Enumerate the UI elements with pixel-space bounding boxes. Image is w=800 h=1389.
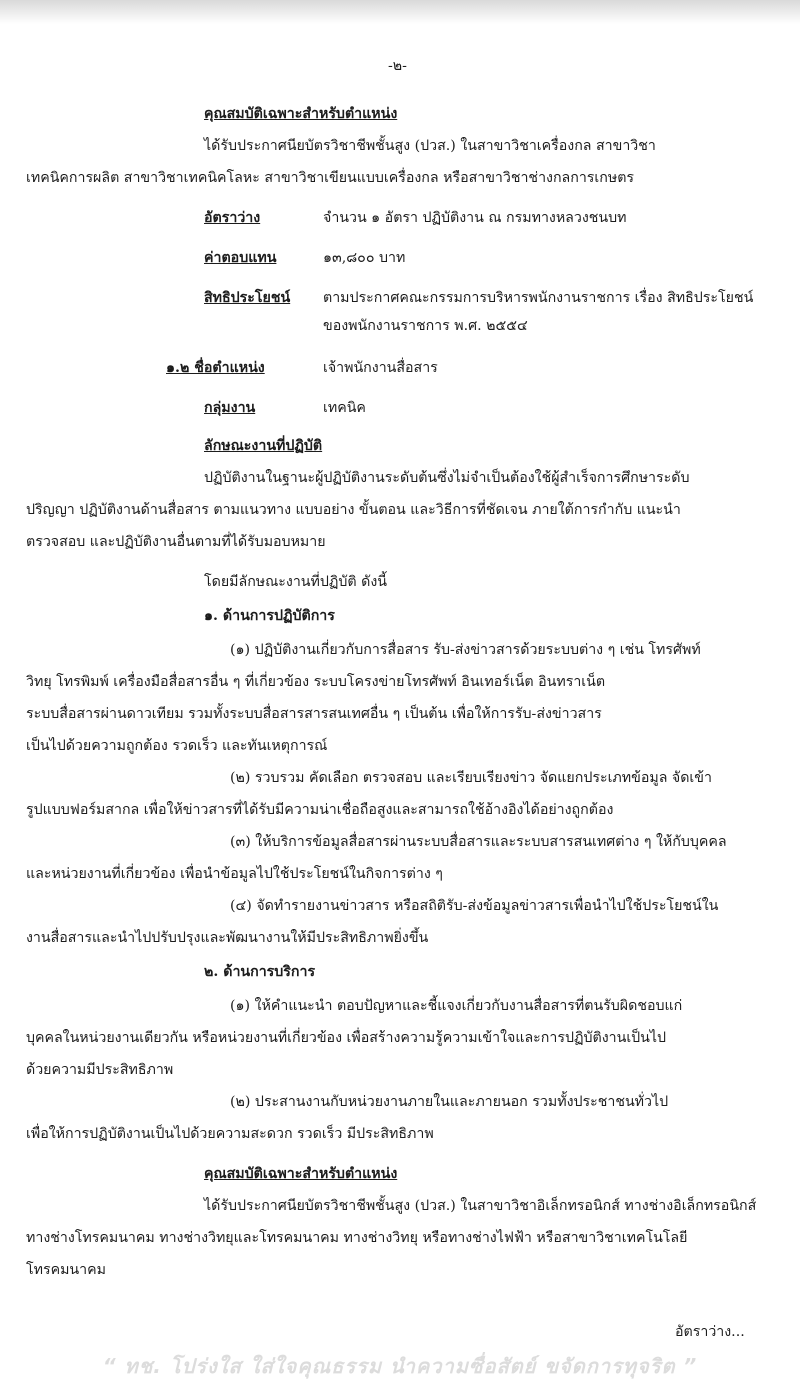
vacancy-label: อัตราว่าง	[204, 210, 261, 226]
benefit-line: ตามประกาศคณะกรรมการบริหารพนักงานราชการ เรื่อง สิทธิประโยชน์	[323, 290, 754, 306]
ops-item-1-line: ระบบสื่อสารผ่านดาวเทียม รวมทั้งระบบสื่อสารสารสนเทศอื่น ๆ เป็นต้น เพื่อให้การรับ-ส่งข่าวสาร	[26, 706, 602, 722]
ops-item-4-line: (๔) จัดทำรายงานข่าวสาร หรือสถิติรับ-ส่งข้อมูลข่าวสารเพื่อนำไปใช้ประโยชน์ใน	[230, 898, 719, 914]
ops-item-3-line: และหน่วยงานที่เกี่ยวข้อง เพื่อนำข้อมูลไปใช้ประโยชน์ในกิจการต่าง ๆ	[26, 866, 443, 882]
qualification-line: ได้รับประกาศนียบัตรวิชาชีพชั้นสูง (ปวส.) ในสาขาวิชาเครื่องกล สาขาวิชา	[204, 138, 656, 154]
position-value: เจ้าพนักงานสื่อสาร	[323, 360, 438, 376]
svc-item-1-line: ด้วยความมีประสิทธิภาพ	[26, 1062, 174, 1078]
intro-line: ปริญญา ปฏิบัติงานด้านสื่อสาร ตามแนวทาง แบบอย่าง ขั้นตอน และวิธีการที่ชัดเจน ภายใต้การกำกับ แนะนำ	[26, 502, 681, 518]
svc-item-2-line: (๒) ประสานงานกับหน่วยงานภายในและภายนอก รวมทั้งประชาชนทั่วไป	[230, 1094, 669, 1110]
continuation-marker: อัตราว่าง...	[675, 1324, 745, 1340]
ops-item-2-line: (๒) รวบรวม คัดเลือก ตรวจสอบ และเรียบเรียงข่าว จัดแยกประเภทข้อมูล จัดเข้า	[230, 770, 712, 786]
qualification-line: โทรคมนาคม	[26, 1262, 106, 1278]
scan-top-shadow	[0, 0, 800, 24]
nature-heading: ลักษณะงานที่ปฏิบัติ	[204, 438, 323, 454]
ops-item-1-line: เป็นไปด้วยความถูกต้อง รวดเร็ว และทันเหตุการณ์	[26, 738, 328, 754]
svc-item-2-line: เพื่อให้การปฏิบัติงานเป็นไปด้วยความสะดวก รวดเร็ว มีประสิทธิภาพ	[26, 1126, 434, 1142]
ops-item-3-line: (๓) ให้บริการข้อมูลสื่อสารผ่านระบบสื่อสารและระบบสารสนเทศต่าง ๆ ให้กับบุคคล	[230, 834, 727, 850]
group-label: กลุ่มงาน	[204, 400, 256, 416]
salary-label: ค่าตอบแทน	[204, 250, 277, 266]
ops-item-2-line: รูปแบบฟอร์มสากล เพื่อให้ข่าวสารที่ได้รับมีความน่าเชื่อถือสูงและสามารถใช้อ้างอิงได้อย่างถูกต้อง	[26, 802, 614, 818]
vacancy-value: จำนวน ๑ อัตรา ปฏิบัติงาน ณ กรมทางหลวงชนบท	[323, 210, 627, 226]
svc-item-1-line: (๑) ให้คำแนะนำ ตอบปัญหาและชี้แจงเกี่ยวกับงานสื่อสารที่ตนรับผิดชอบแก่	[230, 998, 683, 1014]
duties-intro: โดยมีลักษณะงานที่ปฏิบัติ ดังนี้	[204, 574, 387, 590]
qualification-line: ได้รับประกาศนียบัตรวิชาชีพชั้นสูง (ปวส.) ในสาขาวิชาอิเล็กทรอนิกส์ ทางช่างอิเล็กทรอนิกส์	[204, 1198, 757, 1214]
intro-line: ปฏิบัติงานในฐานะผู้ปฏิบัติงานระดับต้นซึ่งไม่จำเป็นต้องใช้ผู้สำเร็จการศึกษาระดับ	[204, 470, 690, 486]
group-value: เทคนิค	[323, 400, 366, 416]
ops-item-1-line: (๑) ปฏิบัติงานเกี่ยวกับการสื่อสาร รับ-ส่งข่าวสารด้วยระบบต่าง ๆ เช่น โทรศัพท์	[230, 642, 701, 658]
ops-item-1-line: วิทยุ โทรพิมพ์ เครื่องมือสื่อสารอื่น ๆ ที่เกี่ยวข้อง ระบบโครงข่ายโทรศัพท์ อินเทอร์เน็ต อินทราเน็ต	[26, 674, 606, 690]
salary-value: ๑๓,๘๐๐ บาท	[323, 250, 406, 266]
footer-slogan: “ ทช. โปร่งใส ใส่ใจคุณธรรม นำความซื่อสัตย์ ขจัดการทุจริต ”	[102, 1354, 698, 1378]
svc-heading: ๒. ด้านการบริการ	[204, 964, 316, 980]
ops-item-4-line: งานสื่อสารและนำไปปรับปรุงและพัฒนางานให้มีประสิทธิภาพยิ่งขึ้น	[26, 930, 429, 946]
ops-heading: ๑. ด้านการปฏิบัติการ	[204, 608, 335, 624]
intro-line: ตรวจสอบ และปฏิบัติงานอื่นตามที่ได้รับมอบหมาย	[26, 534, 326, 550]
qualification-heading-2: คุณสมบัติเฉพาะสำหรับตำแหน่ง	[204, 1166, 398, 1182]
benefit-label: สิทธิประโยชน์	[204, 290, 291, 306]
qualification-heading-1: คุณสมบัติเฉพาะสำหรับตำแหน่ง	[204, 106, 398, 122]
page-number: -๒-	[388, 58, 407, 74]
benefit-line: ของพนักงานราชการ พ.ศ. ๒๕๕๔	[323, 318, 528, 334]
svc-item-1-line: บุคคลในหน่วยงานเดียวกัน หรือหน่วยงานที่เกี่ยวข้อง เพื่อสร้างความรู้ความเข้าใจและการปฏิบัติงานเป็นไป	[26, 1030, 667, 1046]
position-label: ๑.๒ ชื่อตำแหน่ง	[166, 360, 265, 376]
qualification-line: ทางช่างโทรคมนาคม ทางช่างวิทยุและโทรคมนาคม ทางช่างวิทยุ หรือทางช่างไฟฟ้า หรือสาขาวิชาเทคโนโลยี	[26, 1230, 688, 1246]
qualification-line: เทคนิคการผลิต สาขาวิชาเทคนิคโลหะ สาขาวิชาเขียนแบบเครื่องกล หรือสาขาวิชาช่างกลการเกษตร	[26, 170, 635, 186]
